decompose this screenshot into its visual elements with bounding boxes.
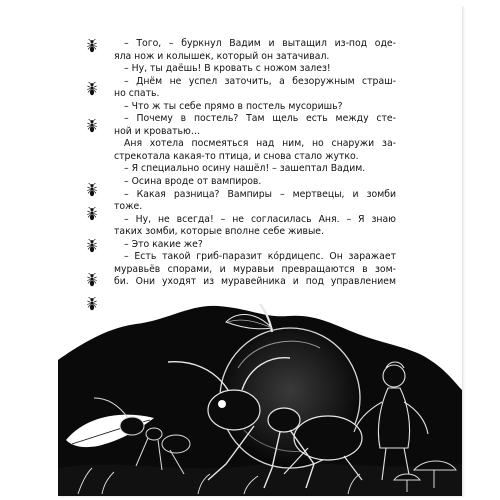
text-line: – Того, – буркнул Вадим и вытащил из-под оде-: [124, 38, 396, 49]
text-line: – Почему в постель? Там щель есть между сте-: [124, 113, 396, 125]
text-line: таких зомби, которые вполне себе живые.: [114, 226, 324, 238]
text-line: – Ну, не всегда! – не согласилась Аня. – Я знаю: [124, 213, 396, 225]
ant-icon: [86, 81, 98, 95]
text-line: муравьёв спорами, и муравьи превращаются в зом-: [114, 263, 396, 275]
text-line: би. Они уходят из муравейника и под управлением: [114, 276, 396, 288]
text-line: – Я специально осину нашёл! – зашептал Вадим.: [124, 163, 366, 175]
ant-icon: [86, 118, 98, 132]
text-line: – Осина вроде от вампиров.: [124, 176, 262, 188]
ant-icon: [86, 38, 98, 52]
ant-icon: [86, 182, 98, 196]
text-line: – Это какие же?: [124, 238, 203, 250]
text-line: тоже.: [114, 201, 143, 213]
text-line: Аня хотела посмеяться над ним, но снаружи за-: [124, 138, 396, 150]
book-page: [58, 6, 463, 496]
ant-illustration: [58, 298, 462, 496]
ant-icon: [86, 206, 98, 220]
text-line: – Что ж ты себе прямо в постель мусоришь?: [124, 100, 343, 112]
text-line: – Есть такой гриб-паразит кóрдицепс. Он заражает: [124, 251, 396, 263]
text-line: яла нож и колышек, который он затачивал.: [114, 50, 330, 62]
text-line: но спать.: [114, 88, 160, 100]
ant-icon: [86, 238, 98, 252]
ant-icon: [86, 272, 98, 286]
story-text: [114, 38, 396, 289]
text-line: – Ну, ты даёшь! В кровать с ножом залез!: [124, 63, 331, 75]
text-line: стрекотала какая-то птица, и снова стало жутко.: [114, 150, 359, 162]
text-line: – Какая разница? Вампиры – мертвецы, и зомби: [124, 188, 396, 200]
text-line: – Днём не успел заточить, а безоружным страш-: [124, 75, 396, 87]
text-line: ной и кроватью…: [114, 125, 201, 137]
